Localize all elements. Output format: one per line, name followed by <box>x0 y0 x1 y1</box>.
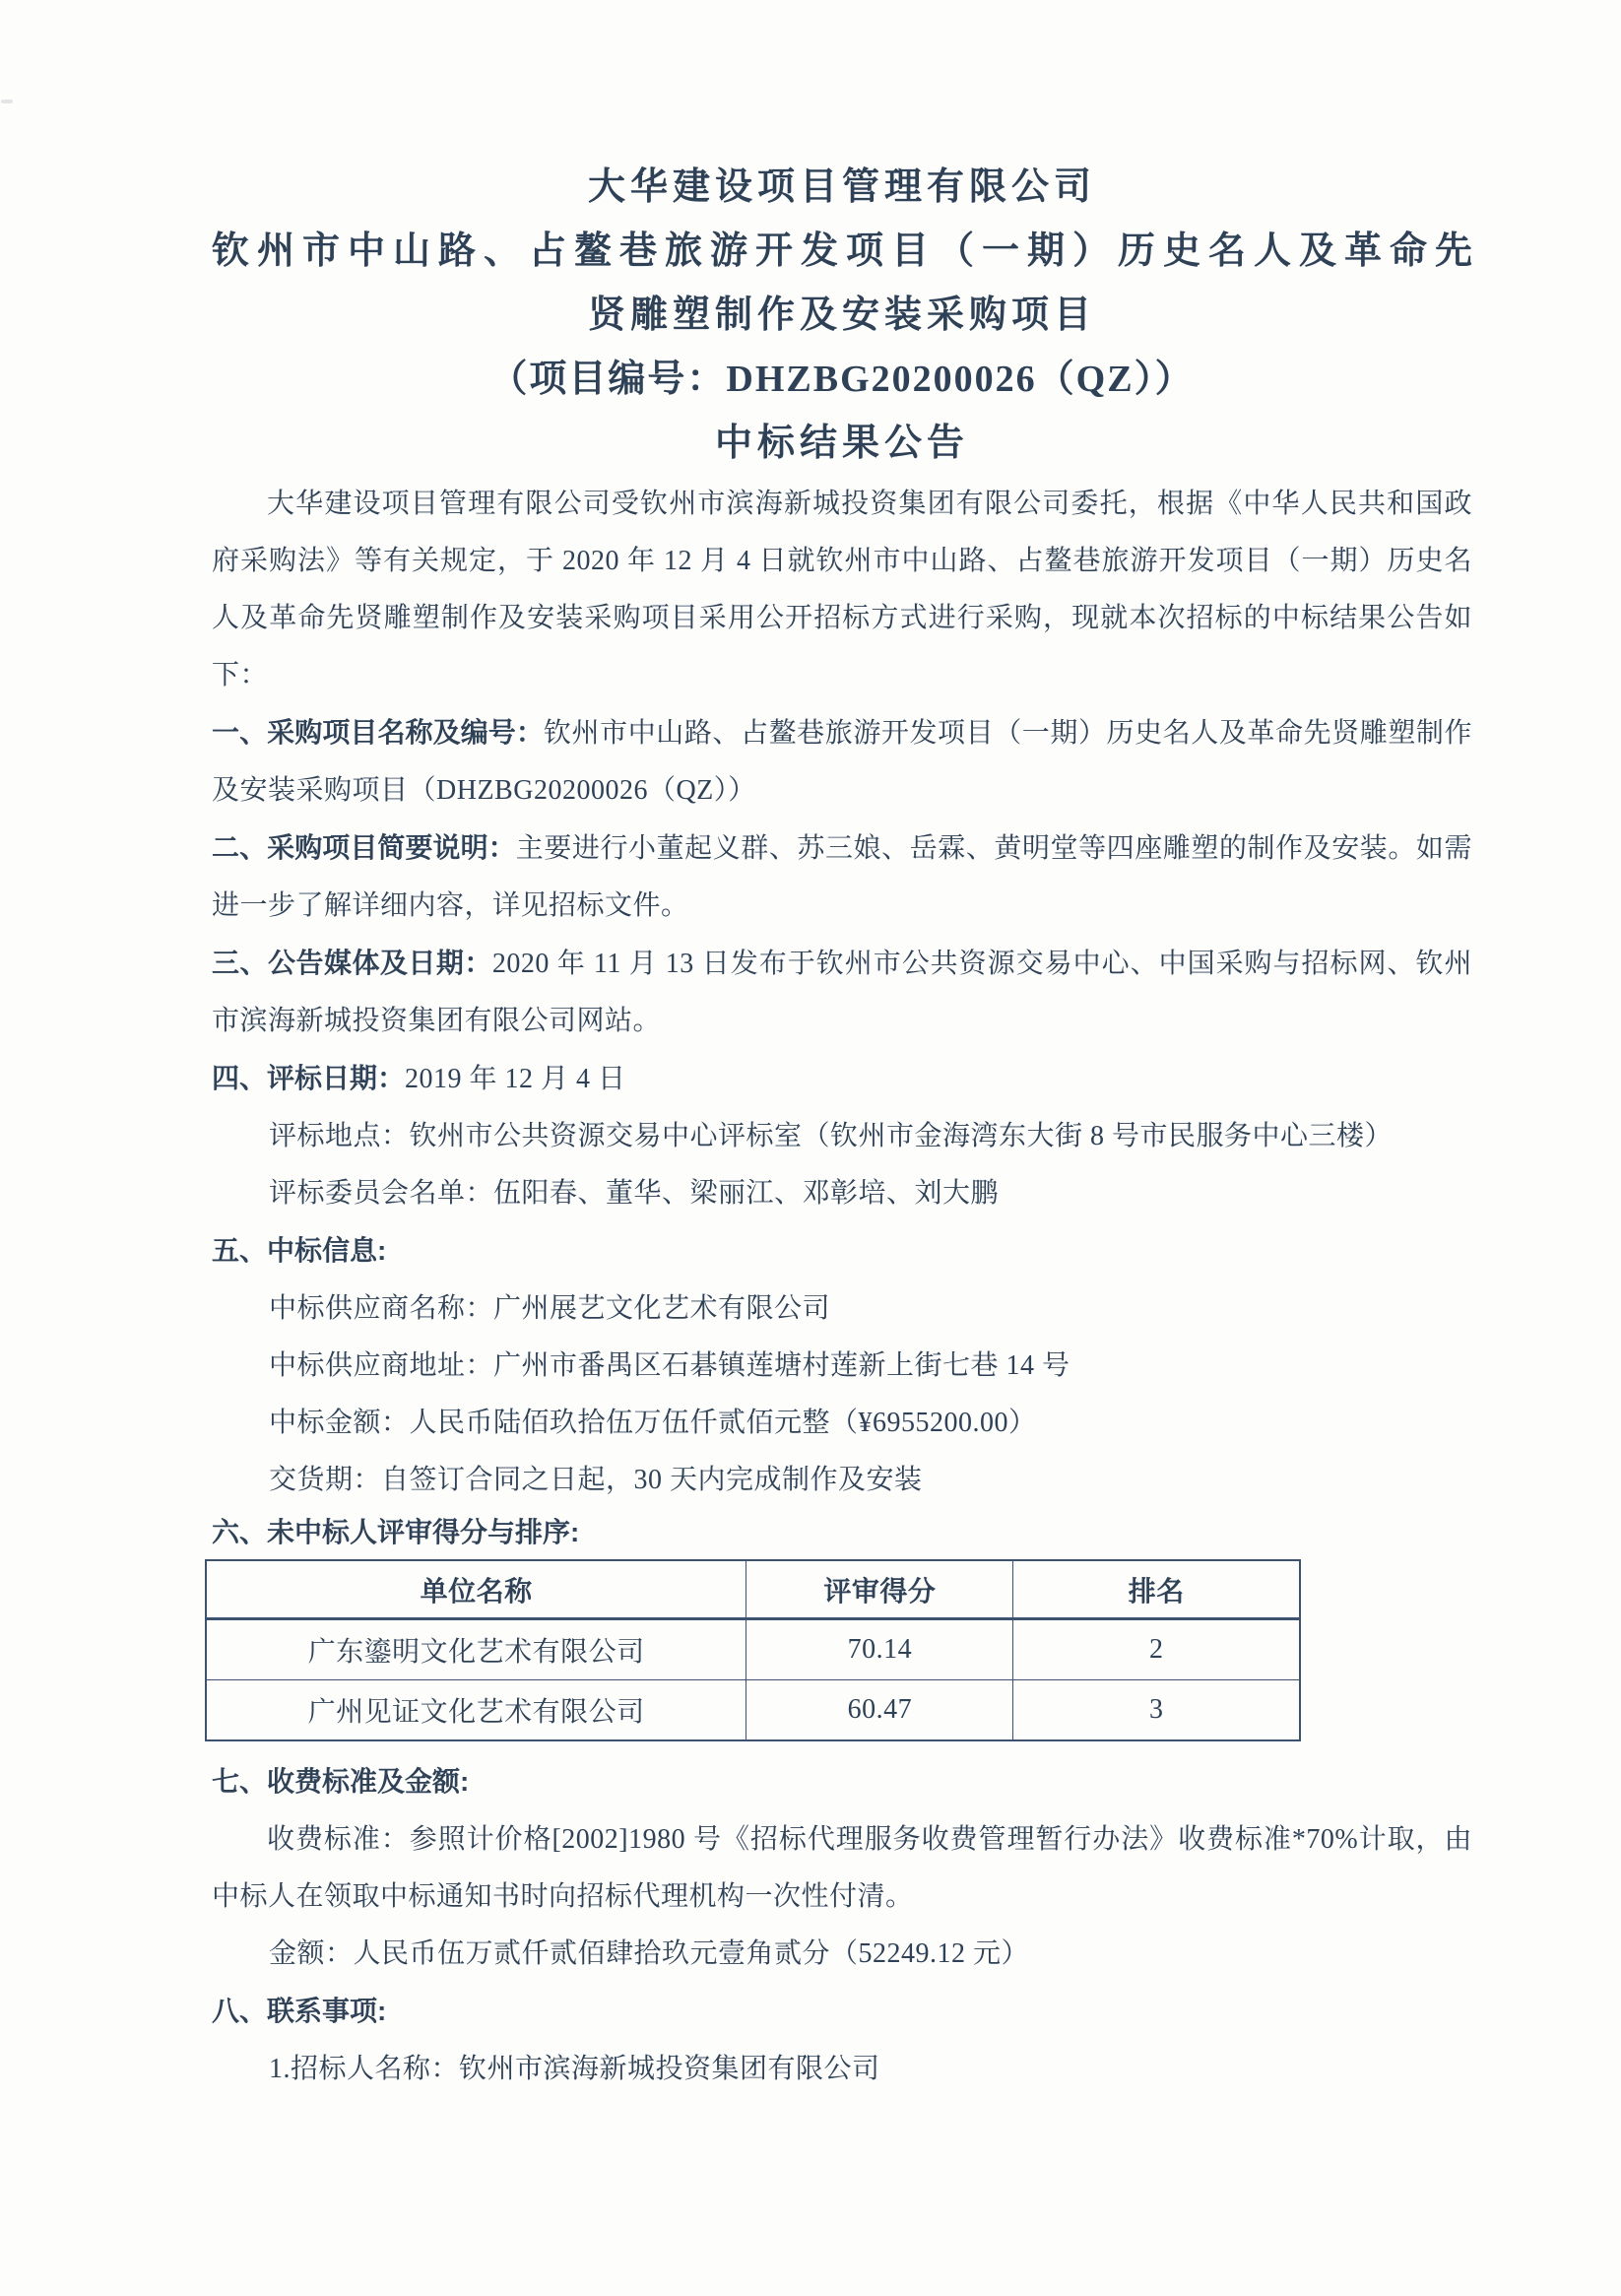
document-title-block <box>212 156 1472 476</box>
section-7-standard-text: 收费标准：参照计价格[2002]1980 号《招标代理服务收费管理暂行办法》收费标准*70%计取，由中标人在领取中标通知书时向招标代理机构一次性付清。 <box>212 1824 1472 1912</box>
section-4-evaluation-venue: 评标地点：钦州市公共资源交易中心评标室（钦州市金海湾东大街 8 号市民服务中心三楼） <box>269 1121 1394 1151</box>
table-row <box>206 1680 1300 1741</box>
bidder-score: 70.14 <box>746 1619 1013 1680</box>
section-7-fee-heading <box>212 1753 1472 1811</box>
title-project-name-line-1: 钦州市中山路、占鳌巷旅游开发项目（一期）历史名人及革命先 <box>212 230 1472 272</box>
title-agency-name: 大华建设项目管理有限公司 <box>587 166 1096 208</box>
section-5-supplier-address: 中标供应商地址：广州市番禺区石碁镇莲塘村莲新上街七巷 14 号 <box>269 1350 1070 1381</box>
section-7-fee-amount: 金额：人民币伍万贰仟贰佰肆拾玖元壹角贰分（52249.12 元） <box>269 1938 1030 1969</box>
column-header-unit-name: 单位名称 <box>206 1560 746 1619</box>
section-2-label: 二、采购项目简要说明： <box>212 832 516 863</box>
scan-artifact <box>1 99 13 103</box>
section-1-label: 一、采购项目名称及编号： <box>212 717 544 748</box>
section-7-label: 七、收费标准及金额: <box>212 1766 470 1797</box>
section-2-project-summary <box>212 820 1472 935</box>
section-4-evaluation-date <box>212 1050 1472 1108</box>
section-5-award-info-heading <box>212 1222 1472 1280</box>
intro-text: 大华建设项目管理有限公司受钦州市滨海新城投资集团有限公司委托，根据《中华人民共和国政府采购法》等有关规定，于 2020 年 12 月 4 日就钦州市中山路、占鳌巷旅游开发项目（一期）历史名人及革命先贤雕塑制作及安装采购项目采用公开招标方式进行采购，现就本次招标的中标结果公告如下： <box>212 489 1472 690</box>
section-6-label: 六、未中标人评审得分与排序: <box>212 1517 580 1547</box>
section-4-date: 2019 年 12 月 4 日 <box>405 1064 626 1094</box>
column-header-rank: 排名 <box>1013 1560 1300 1619</box>
column-header-review-score: 评审得分 <box>746 1560 1013 1619</box>
section-1-project-name <box>212 704 1472 820</box>
table-row <box>206 1619 1300 1680</box>
bidder-name: 广州见证文化艺术有限公司 <box>206 1680 746 1741</box>
table-header-row <box>206 1560 1300 1619</box>
section-4-label: 四、评标日期： <box>212 1063 406 1093</box>
section-3-announcement-media <box>212 935 1472 1050</box>
losing-bidders-score-table <box>205 1559 1301 1741</box>
section-5-delivery-term: 交货期：自签订合同之日起，30 天内完成制作及安装 <box>269 1465 923 1495</box>
section-8-tenderer-name: 1.招标人名称：钦州市滨海新城投资集团有限公司 <box>269 2054 880 2084</box>
bidder-name: 广东鎏明文化艺术有限公司 <box>206 1619 746 1680</box>
section-6-losing-bidders-heading <box>212 1509 1472 1555</box>
title-announcement-type: 中标结果公告 <box>714 423 969 464</box>
bidder-rank: 3 <box>1013 1680 1300 1741</box>
section-3-text: 2020 年 11 月 13 日发布于钦州市公共资源交易中心、中国采购与招标网、钦州市滨海新城投资集团有限公司网站。 <box>212 949 1472 1036</box>
section-5-supplier-name: 中标供应商名称：广州展艺文化艺术有限公司 <box>269 1293 831 1324</box>
title-project-code: （项目编号：DHZBG20200026（QZ）） <box>489 359 1195 400</box>
section-7-fee-standard <box>212 1811 1472 1926</box>
section-4-evaluation-committee: 评标委员会名单：伍阳春、董华、梁丽江、邓彰培、刘大鹏 <box>269 1178 1000 1209</box>
document-content <box>212 0 1472 2098</box>
section-5-award-amount: 中标金额：人民币陆佰玖拾伍万伍仟贰佰元整（¥6955200.00） <box>269 1408 1037 1438</box>
intro-paragraph <box>212 476 1472 704</box>
bidder-score: 60.47 <box>746 1680 1013 1741</box>
section-8-contact-heading <box>212 1983 1472 2041</box>
bidder-rank: 2 <box>1013 1619 1300 1680</box>
section-1-text: 钦州市中山路、占鳌巷旅游开发项目（一期）历史名人及革命先贤雕塑制作及安装采购项目（DHZBG20200026（QZ）） <box>212 718 1472 806</box>
section-3-label: 三、公告媒体及日期： <box>212 948 492 978</box>
section-2-text: 主要进行小董起义群、苏三娘、岳霖、黄明堂等四座雕塑的制作及安装。如需进一步了解详细内容，详见招标文件。 <box>212 833 1472 921</box>
section-5-label: 五、中标信息: <box>212 1235 387 1266</box>
section-8-label: 八、联系事项: <box>212 1996 387 2026</box>
title-project-name-line-2: 贤雕塑制作及安装采购项目 <box>587 295 1096 336</box>
